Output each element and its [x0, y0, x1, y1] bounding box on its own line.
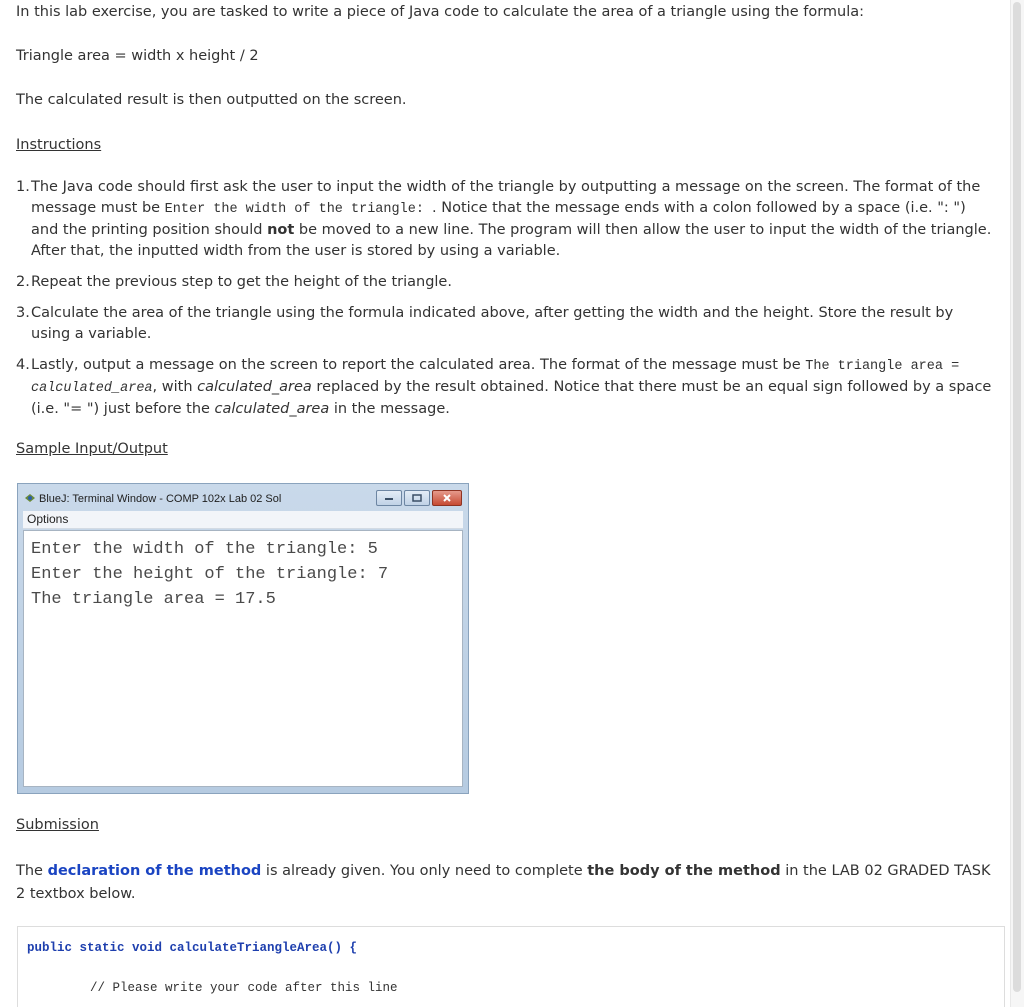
maximize-icon: [404, 490, 430, 506]
step-3: [16, 303, 992, 345]
step-number: 4.: [16, 357, 30, 373]
declaration-highlight: declaration of the method: [47, 863, 262, 879]
instructions-heading: Instructions: [16, 137, 102, 153]
step-text: Calculate the area of the triangle using the formula indicated above, after getting the width and the height. Store the result by using a variable.: [31, 305, 954, 342]
step-text: Repeat the previous step to get the height of the triangle.: [31, 274, 452, 290]
inline-code-italic: calculated_area: [31, 381, 153, 396]
submission-text-part: is already given. You only need to complete: [261, 863, 588, 879]
step-number: 3.: [16, 305, 30, 321]
scrollbar-thumb[interactable]: [1013, 2, 1021, 992]
instructions-list: [16, 177, 992, 420]
sample-heading: Sample Input/Output: [16, 441, 168, 457]
minimize-icon: [376, 490, 402, 506]
method-signature: public static void calculateTriangleArea() {: [27, 941, 358, 955]
submission-text: [16, 860, 994, 906]
inline-code: The triangle area =: [805, 359, 960, 374]
terminal-output: [23, 530, 463, 787]
result-note: The calculated result is then outputted on the screen.: [16, 92, 407, 108]
step-text: Lastly, output a message on the screen to report the calculated area. The format of the message must be: [31, 357, 806, 373]
code-comment: // Please write your code after this line: [90, 981, 398, 995]
bold-text: not: [267, 222, 295, 238]
step-1: [16, 177, 992, 262]
close-icon: [432, 490, 462, 506]
submission-heading: Submission: [16, 817, 99, 833]
intro-text: In this lab exercise, you are tasked to write a piece of Java code to calculate the area of a triangle using the formula:: [16, 4, 865, 20]
step-text: in the message.: [329, 401, 450, 417]
window-controls: [376, 490, 462, 506]
terminal-line: The triangle area = 17.5: [31, 590, 276, 609]
page-scrollbar[interactable]: [1010, 0, 1024, 1007]
step-text: The Java code should first ask the user to input the width of the triangle by outputting a message on the screen. The format of the message must be: [31, 179, 981, 216]
submission-text-part: The: [16, 863, 48, 879]
terminal-line: Enter the height of the triangle: 7: [31, 565, 389, 584]
terminal-menu-options: Options: [23, 511, 463, 529]
terminal-line: Enter the width of the triangle: 5: [31, 540, 378, 559]
submission-text-part: in the LAB 02 GRADED TASK 2 textbox below.: [16, 863, 991, 902]
inline-code: Enter the width of the triangle:: [164, 202, 433, 217]
formula-text: Triangle area = width x height / 2: [16, 48, 259, 64]
step-text: replaced by the result obtained. Notice that there must be an equal sign followed by a space (i.e. "= ") just before the: [31, 379, 992, 417]
italic-text: calculated_area: [197, 379, 312, 395]
step-text: be moved to a new line. The program will then allow the user to input the width of the triangle. After that, the inputted width from the user is stored by using a variable.: [31, 222, 992, 259]
terminal-title-text: BlueJ: Terminal Window - COMP 102x Lab 02 Sol: [39, 493, 282, 505]
italic-text: calculated_area: [214, 401, 330, 417]
step-text: , with: [152, 379, 198, 395]
step-text: . Notice that the message ends with a colon followed by a space (i.e. ": ") and the printing position should: [31, 200, 966, 238]
step-number: 2.: [16, 274, 30, 290]
code-block: [17, 926, 1005, 1007]
step-2: [16, 272, 992, 293]
method-body-bold: the body of the method: [587, 863, 781, 879]
terminal-title: [24, 492, 281, 505]
step-4: [16, 355, 992, 420]
terminal-window-screenshot: [17, 483, 469, 794]
bluej-icon: [24, 492, 36, 504]
step-number: 1.: [16, 179, 30, 195]
